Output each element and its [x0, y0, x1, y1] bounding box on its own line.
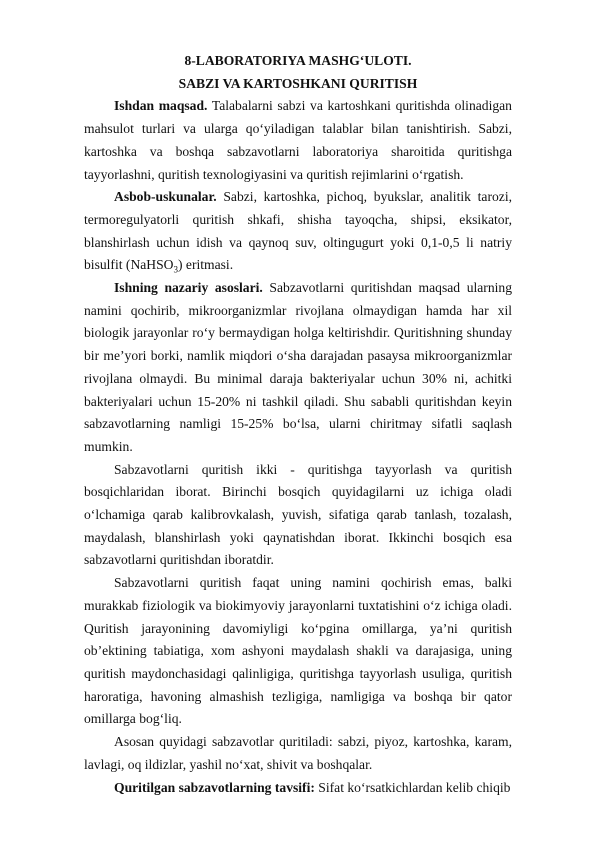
page-subtitle: SABZI VA KARTOSHKANI QURITISH	[178, 75, 418, 91]
paragraph-lead: Ishning nazariy asoslari.	[114, 280, 263, 296]
paragraph-text: Sabzavotlarni quritish faqat uning namini qochirish emas, balki murakkab fiziologik va biokimyoviy jarayonlarni tuxtatishini o‘z ichiga oladi. Quritish jarayonining davomiyligi ko‘pgina omillarga, ya’ni quritish ob’ektining tabiatiga, xom ashyoni maydalash shakli va darajasiga, uning quritish maydonchasidagi qalinligiga, quritishga tayyorlash usuliga, quritish haroratiga, havoning almashish tezligiga, namligiga va boshqa bir qator omillarga bog‘liq.	[84, 575, 512, 727]
paragraph-lead: Ishdan maqsad.	[114, 98, 208, 114]
paragraph-theory	[84, 277, 512, 459]
paragraph-text: Sifat ko‘rsatkichlardan kelib chiqib	[314, 779, 511, 795]
paragraph-vegetables	[84, 731, 512, 776]
paragraph-objective	[84, 95, 512, 186]
paragraph-text: Sabzi, kartoshka, pichoq, byukslar, analitik tarozi, termoregulyatorli quritish shkafi, shisha tayoqcha, shipsi, eksikator, blanshirlash uchun idish va qaynoq suv, oltingugurt yoki 0,1-0,5 li natriy bisulfit (NaHSO	[84, 189, 512, 273]
document-page	[84, 50, 512, 799]
formula-subscript: 3	[173, 265, 178, 276]
paragraph-lead: Quritilgan sabzavotlarning tavsifi:	[114, 779, 315, 795]
paragraph-text: Talabalarni sabzi va kartoshkani quritishda olinadigan mahsulot turlari va ularga qo‘yiladigan talablar bilan tanishtirish. Sabzi, kartoshka va boshqa sabzavotlarni laboratoriya sharoitida quritishga tayyorlashni, quritish texnologiyasini va quritish rejimlarini o‘rgatish.	[84, 98, 512, 182]
paragraph-text: Sabzavotlarni quritish ikki - quritishga tayyorlash va quritish bosqichlaridan iborat. Birinchi bosqich quyidagilarni uz ichiga oladi o‘lchamiga qarab kalibrovkalash, yuvish, sifatiga qarab tanlash, tozalash, maydalash, blanshirlash yoki qaynatishdan iborat. Ikkinchi bosqich esa sabzavotlarni quritishdan iboratdir.	[84, 461, 512, 568]
paragraph-text: Sabzavotlarni quritishdan maqsad ularning namini qochirib, mikroorganizmlar rivojlana olmaydigan hamda har xil biologik jarayonlar ro‘y bermaydigan holga keltirishdir. Quritishning shunday bir me’yori borki, namlik miqdori o‘sha darajadan pasaysa mikroorganizmlar rivojlana olmaydi. Bu minimal daraja bakteriyalar uchun 30% ni, achitki bakteriyalari uchun 15-20% ni tashkil qiladi. Shu sababli quritishdan keyin sabzavotlarning namligi 15-25% bo‘lsa, ularni chiritmay sifatli saqlash mumkin.	[84, 280, 512, 454]
paragraph-lead: Asbob-uskunalar.	[114, 189, 217, 205]
paragraph-text: Asosan quyidagi sabzavotlar quritiladi: sabzi, piyoz, kartoshka, karam, lavlagi, oq ildizlar, yashil no‘xat, shivit va boshqalar.	[84, 734, 512, 772]
paragraph-process	[84, 572, 512, 731]
page-title: 8-LABORATORIYA MASHG‘ULOTI.	[184, 53, 412, 68]
paragraph-text-tail: ) eritmasi.	[178, 257, 234, 273]
paragraph-description	[84, 777, 512, 800]
paragraph-stages	[84, 459, 512, 573]
paragraph-equipment	[84, 186, 512, 277]
